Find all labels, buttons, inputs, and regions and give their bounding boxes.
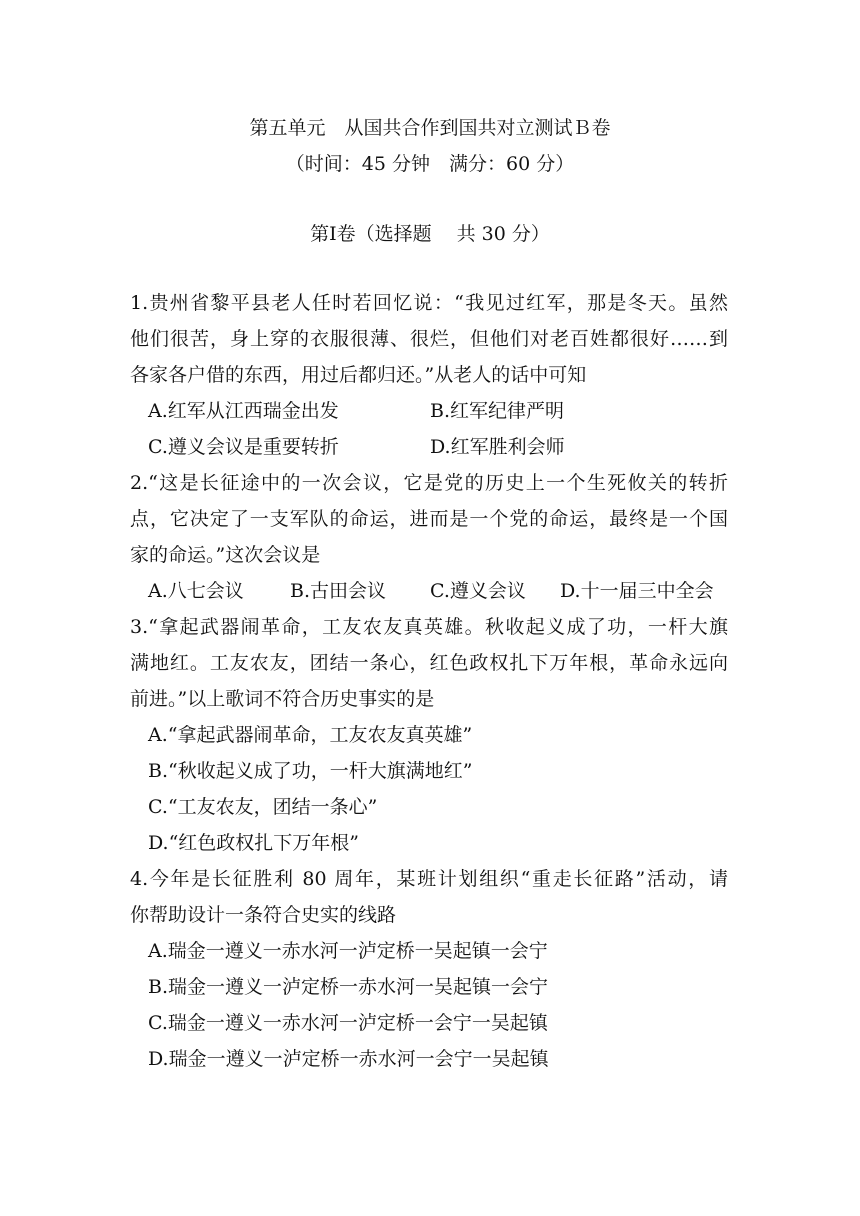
question-2-option-a: A.八七会议 — [148, 580, 244, 602]
question-4-option-b: B.瑞金一遵义一泸定桥一赤水河一吴起镇一会宁 — [148, 976, 549, 998]
question-3-line-1: 3.“拿起武器闹革命，工友农友真英雄。秋收起义成了功，一杆大旗 — [130, 616, 728, 638]
question-2-option-d: D.十一届三中全会 — [560, 580, 714, 602]
question-1-line-1: 1.贵州省黎平县老人任时若回忆说：“我见过红军，那是冬天。虽然 — [130, 292, 728, 314]
question-2-option-c: C.遵义会议 — [430, 580, 526, 602]
document-title: 第五单元 从国共合作到国共对立测试Ｂ卷 — [249, 117, 611, 139]
exam-time-info: （时间：45 分钟 满分：60 分） — [285, 153, 575, 175]
question-1-option-a: A.红军从江西瑞金出发 — [148, 400, 339, 422]
question-3-option-b: B.“秋收起义成了功，一杆大旗满地红” — [148, 760, 473, 782]
question-2-line-2: 点，它决定了一支军队的命运，进而是一个党的命运，最终是一个国 — [130, 508, 728, 530]
question-2-line-3: 家的命运。”这次会议是 — [130, 544, 321, 566]
question-1-line-3: 各家各户借的东西，用过后都归还。”从老人的话中可知 — [130, 364, 587, 386]
question-4-line-1: 4.今年是长征胜利 80 周年，某班计划组织“重走长征路”活动，请 — [130, 868, 728, 890]
section-title: 第Ⅰ卷（选择题 共 30 分） — [310, 223, 550, 245]
question-3-line-2: 满地红。工友农友，团结一条心，红色政权扎下万年根，革命永远向 — [130, 652, 728, 674]
question-1-option-b: B.红军纪律严明 — [430, 400, 565, 422]
question-4-option-a: A.瑞金一遵义一赤水河一泸定桥一吴起镇一会宁 — [148, 940, 548, 962]
question-1-option-c: C.遵义会议是重要转折 — [148, 436, 339, 458]
question-4-line-2: 你帮助设计一条符合史实的线路 — [130, 904, 397, 926]
question-4-option-c: C.瑞金一遵义一赤水河一泸定桥一会宁一吴起镇 — [148, 1012, 548, 1034]
question-1-option-d: D.红军胜利会师 — [430, 436, 565, 458]
question-4-option-d: D.瑞金一遵义一泸定桥一赤水河一会宁一吴起镇 — [148, 1048, 549, 1070]
question-1-line-2: 他们很苦，身上穿的衣服很薄、很烂，但他们对老百姓都很好……到 — [130, 328, 728, 350]
question-3-option-a: A.“拿起武器闹革命，工友农友真英雄” — [148, 724, 473, 746]
question-2-line-1: 2.“这是长征途中的一次会议，它是党的历史上一个生死攸关的转折 — [130, 472, 728, 494]
question-3-line-3: 前进。”以上歌词不符合历史事实的是 — [130, 688, 435, 710]
question-2-option-b: B.古田会议 — [290, 580, 387, 602]
question-3-option-c: C.“工友农友，团结一条心” — [148, 796, 378, 818]
question-3-option-d: D.“红色政权扎下万年根” — [148, 832, 360, 854]
